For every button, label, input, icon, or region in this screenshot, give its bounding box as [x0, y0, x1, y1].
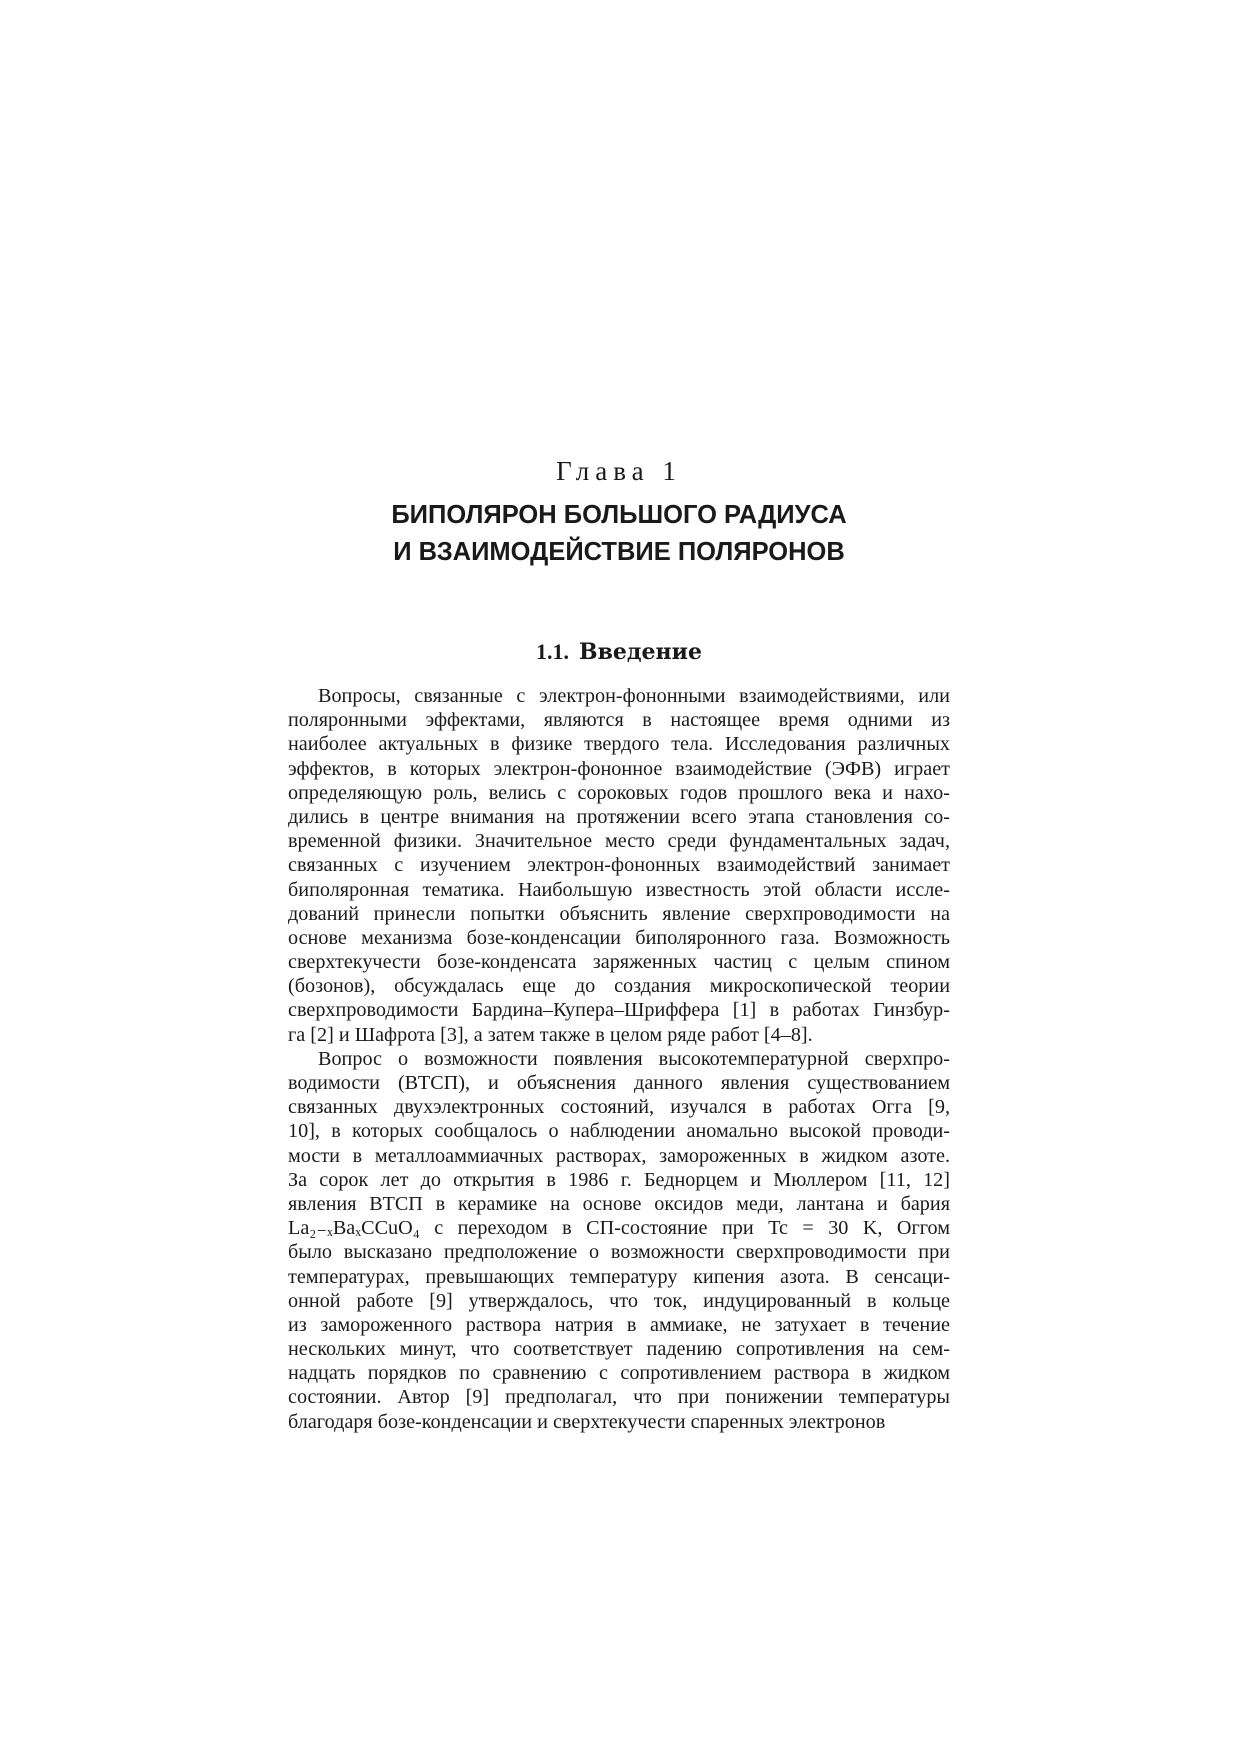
text-line: состоянии. Автор [9] предполагал, что при понижении температуры	[288, 1386, 950, 1409]
text-line: Вопросы, связанные с электрон-фононными взаимодействиями, или	[318, 685, 950, 707]
chapter-title	[288, 497, 950, 571]
section-number: 1.1.	[536, 639, 570, 664]
text-line: водимости (ВТСП), и объяснения данного явления существованием	[288, 1072, 950, 1094]
text-line: связанных с изучением электрон-фононных взаимодействий занимает	[288, 854, 950, 877]
text-line: связанных двухэлектронных состояний, изучался в работах Огга [9,	[288, 1096, 950, 1119]
text-line: временной физики. Значительное место среди фундаментальных задач,	[288, 830, 950, 853]
text-line: (бозонов), обсуждалась еще до создания микроскопической теории	[288, 975, 950, 998]
text-line: сверхпроводимости Бардина–Купера–Шриффера [1] в работах Гинзбур-	[288, 999, 950, 1022]
chapter-label: Глава 1	[556, 456, 682, 486]
chapter-title-line: БИПОЛЯРОН БОЛЬШОГО РАДИУСА	[391, 501, 847, 529]
text-line: 10], в которых сообщалось о наблюдении аномально высокой проводи-	[288, 1120, 950, 1143]
text-line: наиболее актуальных в физике твердого тела. Исследования различных	[288, 733, 950, 756]
text-line: эффектов, в которых электрон-фононное взаимодействие (ЭФВ) играет	[288, 757, 950, 780]
text-line: нескольких минут, что соответствует падению сопротивления на сем-	[288, 1338, 950, 1361]
text-line: явления ВТСП в керамике на основе оксидов меди, лантана и бария	[288, 1192, 950, 1215]
text-line: сверхтекучести бозе-конденсата заряженных частиц с целым спином	[288, 951, 950, 974]
paragraph	[288, 1047, 950, 1434]
section-heading: Введение	[579, 639, 702, 665]
text-line: основе механизма бозе-конденсации биполяронного газа. Возможность	[288, 926, 950, 949]
paragraph	[288, 684, 950, 1047]
section-title	[288, 639, 950, 665]
text-line: La₂₋ₓBaₓCCuO₄ с переходом в СП-состояние при Tc = 30 K, Оггом	[288, 1217, 950, 1240]
text-line: надцать порядков по сравнению с сопротивлением раствора в жидком	[288, 1362, 950, 1385]
body-text	[288, 684, 950, 1434]
text-line: из замороженного раствора натрия в аммиаке, не затухает в течение	[288, 1313, 950, 1336]
text-line: поляронными эффектами, являются в настоящее время одними из	[288, 709, 950, 732]
text-line: температурах, превышающих температуру кипения азота. В сенсаци-	[288, 1265, 950, 1288]
text-line: онной работе [9] утверждалось, что ток, индуцированный в кольце	[288, 1289, 950, 1312]
text-line: было высказано предположение о возможности сверхпроводимости при	[288, 1241, 950, 1264]
text-line: За сорок лет до открытия в 1986 г. Беднорцем и Мюллером [11, 12]	[288, 1168, 950, 1191]
text-line: дований принесли попытки объяснить явление сверхпроводимости на	[288, 902, 950, 925]
text-line: Вопрос о возможности появления высокотемпературной сверхпро-	[318, 1047, 950, 1070]
text-line: благодаря бозе-конденсации и сверхтекучести спаренных электронов	[288, 1410, 886, 1433]
text-line: биполяронная тематика. Наибольшую известность этой области иссле-	[288, 878, 950, 901]
text-line: дились в центре внимания на протяжении всего этапа становления со-	[288, 805, 950, 828]
chapter-title-line: И ВЗАИМОДЕЙСТВИЕ ПОЛЯРОНОВ	[393, 538, 845, 566]
text-line: мости в металлоаммиачных растворах, замороженных в жидком азоте.	[288, 1144, 950, 1167]
document-page	[288, 0, 950, 1754]
text-line: определяющую роль, велись с сороковых годов прошлого века и нахо-	[288, 781, 950, 804]
text-line: га [2] и Шафрота [3], а затем также в целом ряде работ [4–8].	[288, 1023, 813, 1046]
